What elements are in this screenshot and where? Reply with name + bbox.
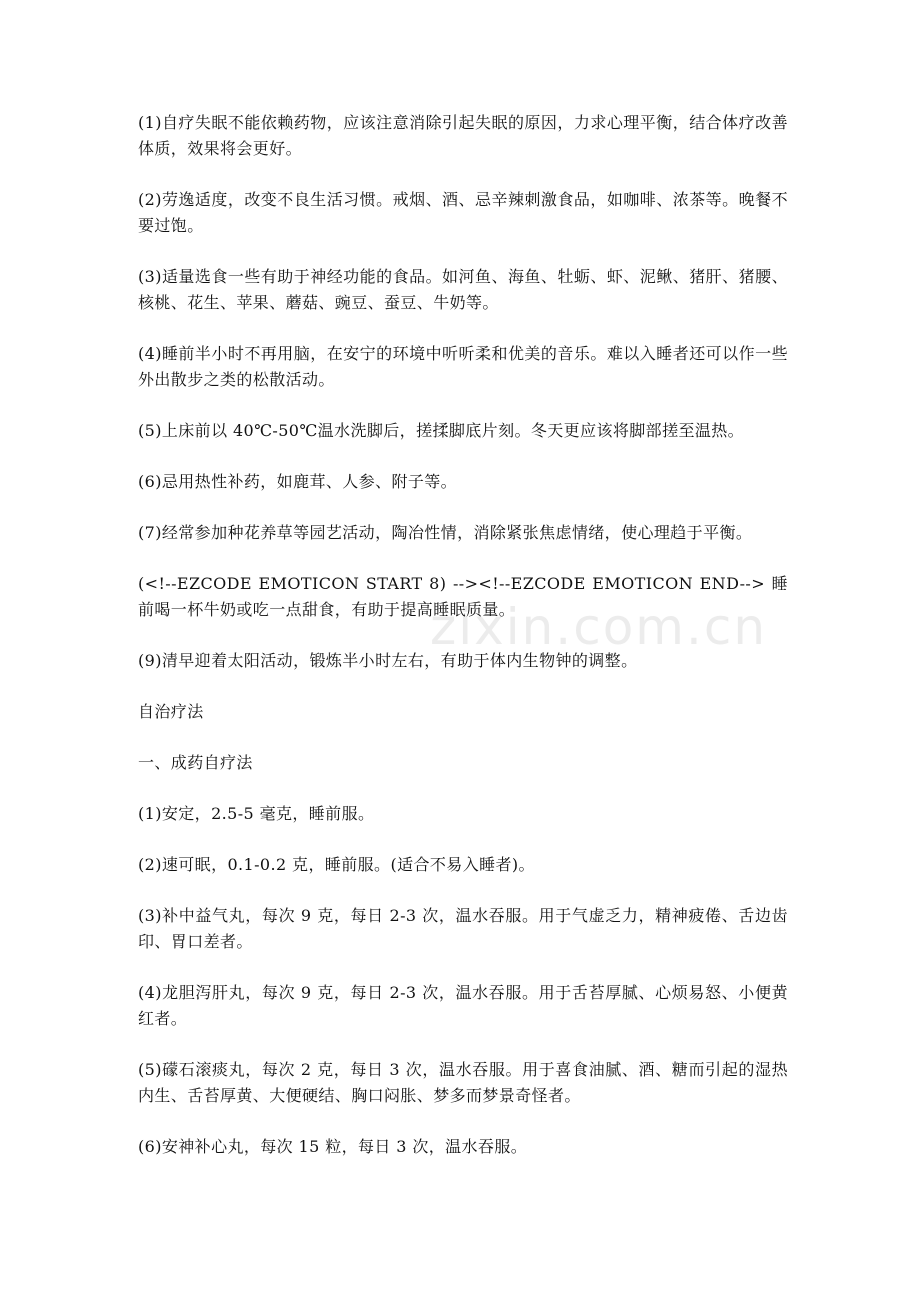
paragraph-1: (1)自疗失眠不能依赖药物，应该注意消除引起失眠的原因，力求心理平衡，结合体疗改善体质，效果将会更好。 [138, 113, 788, 158]
paragraph-3: (3)适量选食一些有助于神经功能的食品。如河鱼、海鱼、牡蛎、虾、泥鳅、猪肝、猪腰、核桃、花生、苹果、蘑菇、豌豆、蚕豆、牛奶等。 [138, 267, 788, 312]
remedy-4: (4)龙胆泻肝丸，每次 9 克，每日 2-3 次，温水吞服。用于舌苔厚腻、心烦易怒、小便黄红者。 [138, 983, 788, 1028]
remedy-2: (2)速可眠，0.1-0.2 克，睡前服。(适合不易入睡者)。 [138, 855, 535, 874]
document-body [138, 110, 788, 1185]
remedy-5: (5)礞石滚痰丸，每次 2 克，每日 3 次，温水吞服。用于喜食油腻、酒、糖而引起的湿热内生、舌苔厚黄、大便硬结、胸口闷胀、梦多而梦景奇怪者。 [138, 1060, 788, 1105]
paragraph-9: (9)清早迎着太阳活动，锻炼半小时左右，有助于体内生物钟的调整。 [138, 651, 638, 670]
subsection-heading: 一、成药自疗法 [138, 753, 253, 772]
paragraph-4: (4)睡前半小时不再用脑，在安宁的环境中听听柔和优美的音乐。难以入睡者还可以作一些外出散步之类的松散活动。 [138, 344, 788, 389]
remedy-1: (1)安定，2.5-5 毫克，睡前服。 [138, 804, 375, 823]
watermark: zixin.com.cn [430, 598, 768, 656]
paragraph-7: (7)经常参加种花养草等园艺活动，陶冶性情，消除紧张焦虑情绪，使心理趋于平衡。 [138, 523, 753, 542]
paragraph-6: (6)忌用热性补药，如鹿茸、人参、附子等。 [138, 472, 458, 491]
remedy-6: (6)安神补心丸，每次 15 粒，每日 3 次，温水吞服。 [138, 1137, 528, 1156]
paragraph-8: (<!--EZCODE EMOTICON START 8) --><!--EZCODE EMOTICON END--> 睡前喝一杯牛奶或吃一点甜食，有助于提高睡眠质量。 [138, 574, 788, 619]
paragraph-2: (2)劳逸适度，改变不良生活习惯。戒烟、酒、忌辛辣刺激食品，如咖啡、浓茶等。晚餐不要过饱。 [138, 190, 788, 235]
paragraph-5: (5)上床前以 40℃-50℃温水洗脚后，搓揉脚底片刻。冬天更应该将脚部搓至温热。 [138, 421, 745, 440]
remedy-3: (3)补中益气丸，每次 9 克，每日 2-3 次，温水吞服。用于气虚乏力，精神疲倦、舌边齿印、胃口差者。 [138, 906, 788, 951]
section-heading: 自治疗法 [138, 702, 204, 721]
